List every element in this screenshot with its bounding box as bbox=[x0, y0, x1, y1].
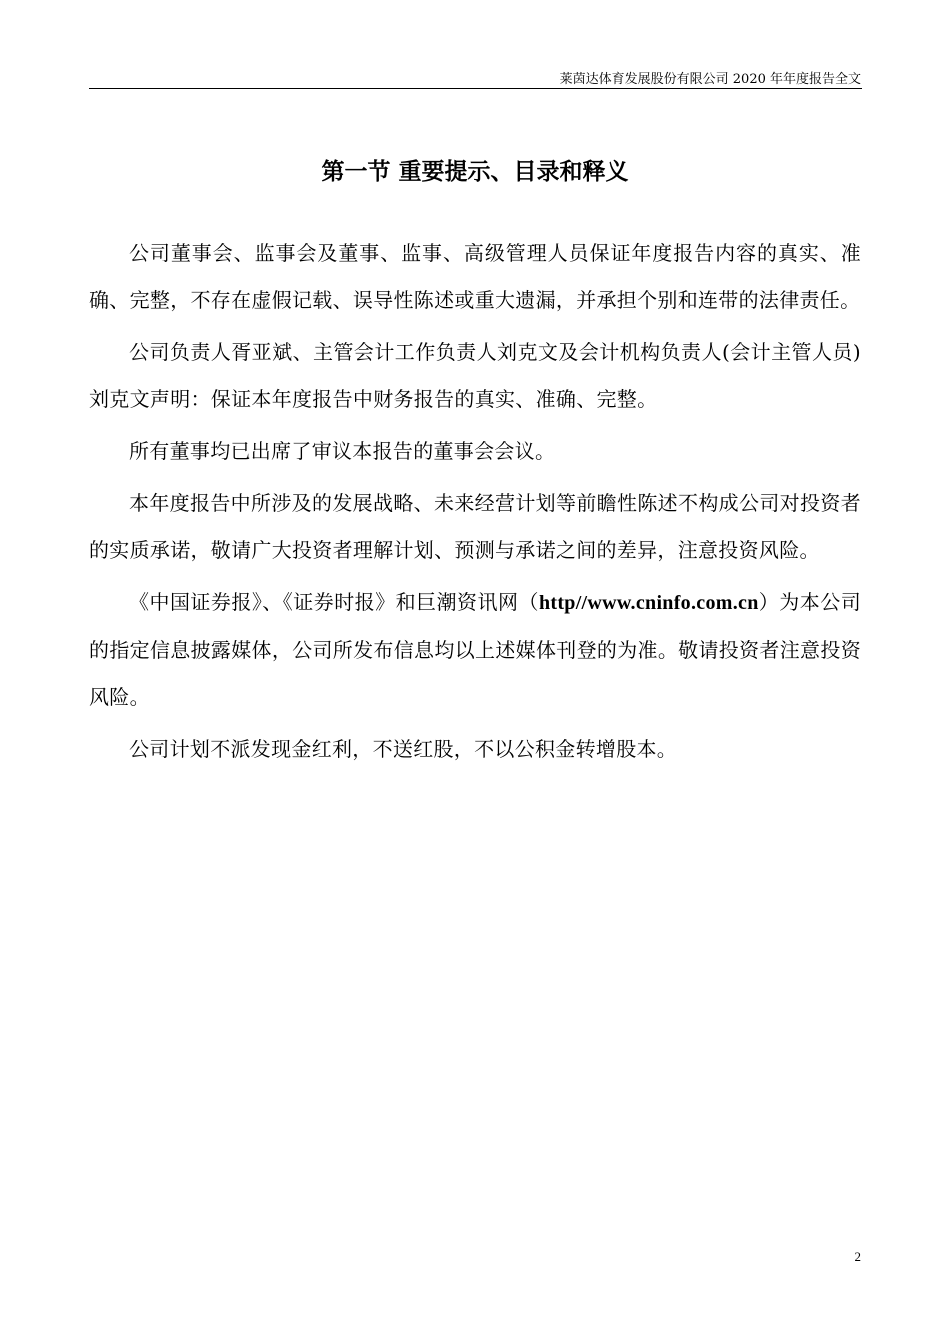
body-text bbox=[89, 230, 861, 778]
website-url: http//www.cninfo.com.cn bbox=[538, 592, 759, 614]
paragraph-forward-looking: 本年度报告中所涉及的发展战略、未来经营计划等前瞻性陈述不构成公司对投资者的实质承诺，敬请广大投资者理解计划、预测与承诺之间的差异，注意投资风险。 bbox=[89, 491, 861, 562]
paragraph-dividend-plan: 公司计划不派发现金红利，不送红股，不以公积金转增股本。 bbox=[129, 737, 678, 761]
running-header: 莱茵达体育发展股份有限公司 2020 年年度报告全文 bbox=[559, 72, 861, 87]
section-title: 第一节 重要提示、目录和释义 bbox=[321, 158, 629, 185]
paragraph-disclosure-media bbox=[89, 579, 861, 721]
disclosure-media-text-cont: ）为本公司的指定信息披露媒体，公司所发布信息均以上述媒体刊登的为准。敬请投资者注意投资风险。 bbox=[89, 590, 861, 709]
disclosure-media-text: 《中国证券报》、《证券时报》和巨潮资讯网（ bbox=[129, 590, 539, 614]
header-rule bbox=[89, 88, 862, 89]
page-number: 2 bbox=[854, 1249, 861, 1264]
paragraph-board-attendance: 所有董事均已出席了审议本报告的董事会会议。 bbox=[129, 439, 556, 463]
paragraph-financial-statement: 公司负责人胥亚斌、主管会计工作负责人刘克文及会计机构负责人(会计主管人员)刘克文声明：保证本年度报告中财务报告的真实、准确、完整。 bbox=[89, 340, 861, 411]
paragraph-responsibility: 公司董事会、监事会及董事、监事、高级管理人员保证年度报告内容的真实、准确、完整，不存在虚假记载、误导性陈述或重大遗漏，并承担个别和连带的法律责任。 bbox=[89, 241, 861, 312]
